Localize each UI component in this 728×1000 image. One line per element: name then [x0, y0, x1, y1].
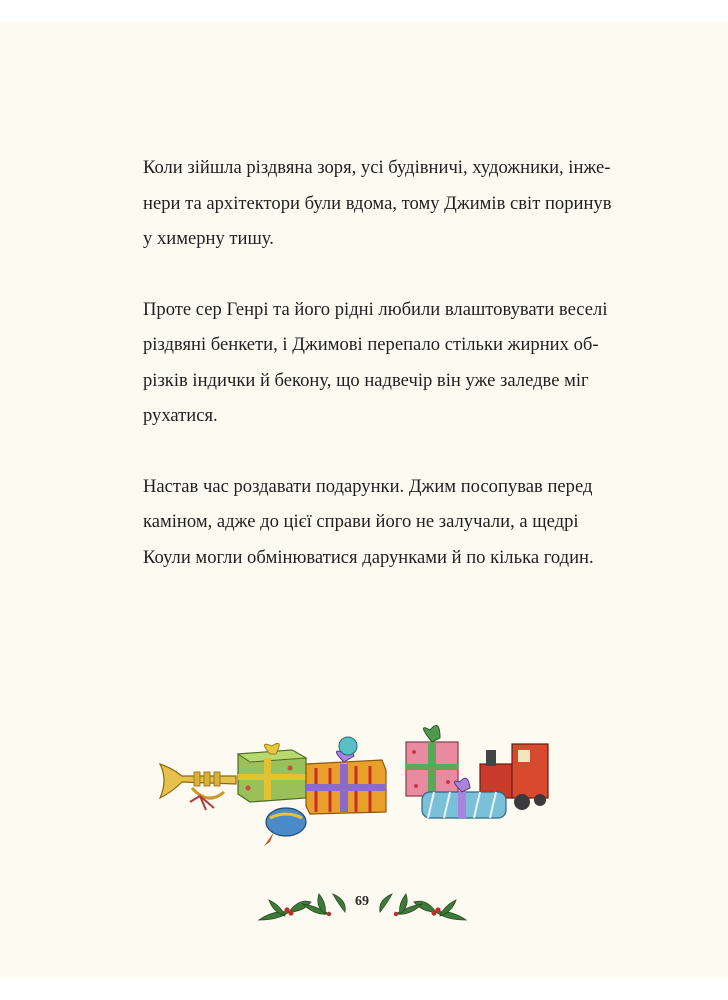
text-line: Проте сер Генрі та його рідні любили влаштовувати веселі: [143, 298, 608, 320]
text-line: рухатися.: [143, 405, 218, 426]
presents-illustration: [150, 702, 570, 852]
text-line: Коли зійшла різдвяна зоря, усі будівничі, художники, інже-: [143, 157, 611, 178]
trumpet-icon: [160, 764, 236, 810]
text-line: Настав час роздавати подарунки. Джим посопував перед: [143, 475, 593, 497]
paragraph-3: [143, 469, 593, 576]
text-line: Коули могли обмінюватися дарунками й по кілька годин.: [143, 546, 594, 568]
book-page: [0, 22, 728, 977]
gift-box-icon: [238, 743, 306, 802]
paragraph-2: [143, 292, 608, 434]
gift-box-icon: [406, 726, 458, 797]
text-line: у химерну тишу.: [143, 228, 274, 249]
text-line: нери та архітектори були вдома, тому Джимів світ поринув: [143, 192, 612, 214]
gift-box-icon: [306, 737, 386, 814]
spinning-top-icon: [264, 808, 306, 846]
story-text: [143, 150, 612, 610]
page-footer: [255, 880, 470, 930]
text-line: різдвяні бенкети, і Джимові перепало стільки жирних об-: [143, 334, 599, 355]
text-line: каміном, адже до цієї справи його не залучали, а щедрі: [143, 511, 579, 532]
paragraph-1: [143, 150, 612, 257]
text-line: різків індички й бекону, що надвечір він уже заледве міг: [143, 369, 589, 391]
page-number: 69: [355, 894, 369, 909]
